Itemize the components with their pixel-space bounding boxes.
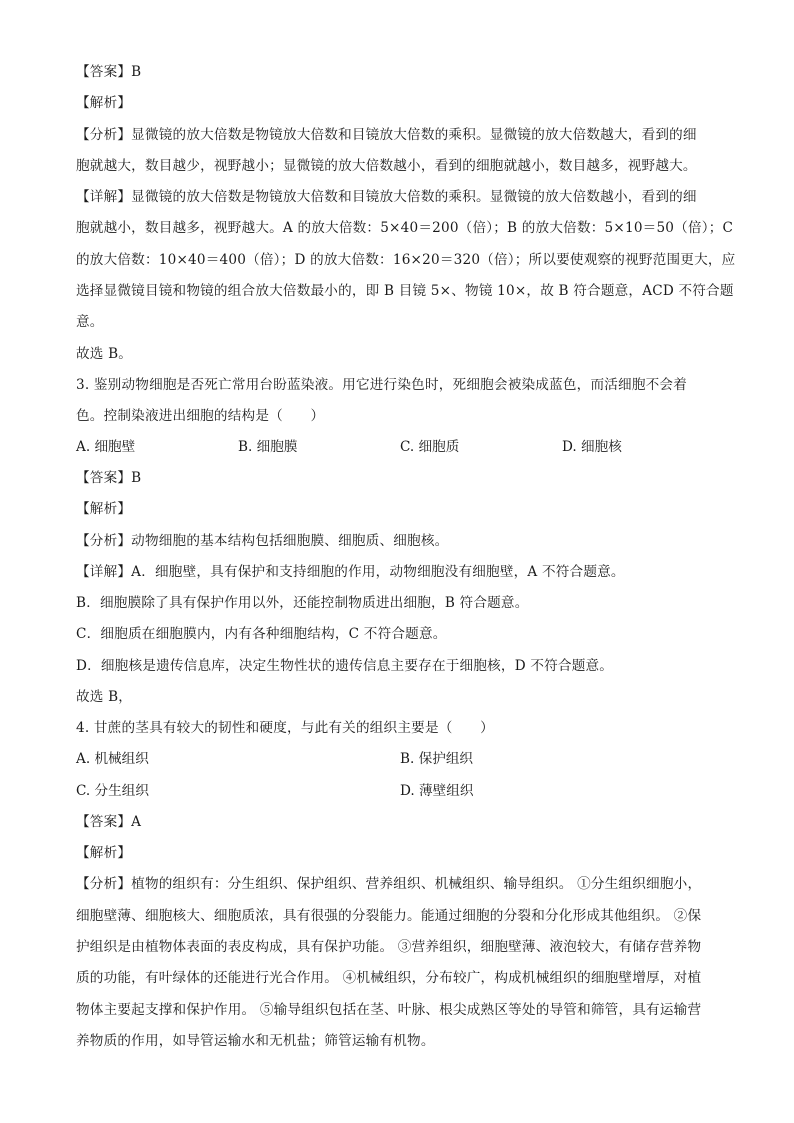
q4-stem: 4. 甘蔗的茎具有较大的韧性和硬度，与此有关的组织主要是（ ） — [76, 720, 494, 736]
q3-stem-line: 3. 鉴别动物细胞是否死亡常用台盼蓝染液。用它进行染色时，死细胞会被染成蓝色，而活细胞不会着 — [76, 377, 688, 393]
q3-option-a: A. 细胞壁 — [76, 439, 136, 455]
q2-text-line: 意。 — [76, 314, 104, 330]
q4-option-a: A. 机械组织 — [76, 751, 149, 767]
q4-answer: 【答案】A — [76, 814, 142, 830]
q3-analysis-label: 【解析】 — [76, 501, 132, 517]
q4-text-line: 质的功能，有叶绿体的还能进行光合作用。 ④机械组织，分布较广，构成机械组织的细胞壁增厚，对植 — [76, 970, 702, 986]
q4-text-line: 物体主要起支撑和保护作用。 ⑤输导组织包括在茎、叶脉、根尖成熟区等处的导管和筛管，具有运输营 — [76, 1002, 702, 1018]
q4-text-line: 【分析】植物的组织有：分生组织、保护组织、营养组织、机械组织、输导组织。 ①分生组织细胞小， — [76, 876, 702, 892]
q2-text-line: 胞就越小，数目越多，视野越大。A 的放大倍数：5×40＝200（倍）；B 的放大倍数：5×10＝50（倍）；C — [76, 220, 734, 236]
q3-option-d: D. 细胞核 — [562, 439, 622, 455]
q4-text-line: 护组织是由植物体表面的表皮构成，具有保护功能。 ③营养组织，细胞壁薄、液泡较大，有储存营养物 — [76, 939, 702, 955]
q3-text-line: B．细胞膜除了具有保护作用以外，还能控制物质进出细胞，B 符合题意。 — [76, 595, 529, 611]
q4-analysis-label: 【解析】 — [76, 845, 132, 861]
q4-text-line: 养物质的作用，如导管运输水和无机盐；筛管运输有机物。 — [76, 1033, 435, 1049]
q3-stem-line: 色。控制染液进出细胞的结构是（ ） — [76, 408, 325, 424]
q2-answer: 【答案】B — [76, 64, 142, 80]
q2-text-line: 的放大倍数：10×40＝400（倍）；D 的放大倍数：16×20＝320（倍）；所以要使观察的视野范围更大，应 — [76, 252, 736, 268]
q3-option-b: B. 细胞膜 — [238, 439, 298, 455]
q3-text-line: D．细胞核是遗传信息库，决定生物性状的遗传信息主要存在于细胞核，D 不符合题意。 — [76, 658, 614, 674]
q3-text-line: C．细胞质在细胞膜内，内有各种细胞结构，C 不符合题意。 — [76, 626, 447, 642]
q2-text-line: 选择显微镜目镜和物镜的组合放大倍数最小的，即 B 目镜 5×、物镜 10×，故 B 符合题意，ACD 不符合题 — [76, 283, 734, 299]
q4-option-b: B. 保护组织 — [400, 751, 474, 767]
q3-option-c: C. 细胞质 — [400, 439, 460, 455]
q2-analysis-label: 【解析】 — [76, 95, 132, 111]
q4-text-line: 细胞壁薄、细胞核大、细胞质浓，具有很强的分裂能力。能通过细胞的分裂和分化形成其他组织。 ②保 — [76, 908, 702, 924]
q2-text-line: 【详解】显微镜的放大倍数是物镜放大倍数和目镜放大倍数的乘积。显微镜的放大倍数越小，看到的细 — [76, 189, 697, 205]
q2-text-line: 【分析】显微镜的放大倍数是物镜放大倍数和目镜放大倍数的乘积。显微镜的放大倍数越大，看到的细 — [76, 127, 697, 143]
q3-text-line: 【分析】动物细胞的基本结构包括细胞膜、细胞质、细胞核。 — [76, 533, 449, 549]
q4-option-c: C. 分生组织 — [76, 783, 149, 799]
q2-conclusion: 故选 B。 — [76, 346, 133, 362]
q3-answer: 【答案】B — [76, 470, 142, 486]
q2-text-line: 胞就越大，数目越少，视野越小；显微镜的放大倍数越小，看到的细胞就越小，数目越多，视野越大。 — [76, 158, 697, 174]
q3-conclusion: 故选 B， — [76, 689, 133, 705]
q4-option-d: D. 薄壁组织 — [400, 783, 474, 799]
q3-text-line: 【详解】A．细胞壁，具有保护和支持细胞的作用，动物细胞没有细胞壁，A 不符合题意。 — [76, 564, 625, 580]
